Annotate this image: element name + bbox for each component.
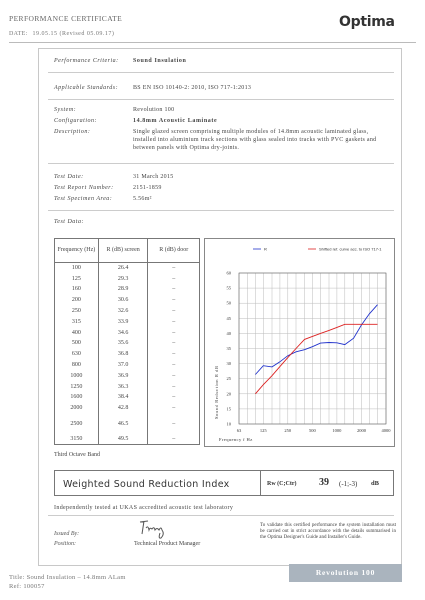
standards-label: Applicable Standards:	[54, 85, 119, 91]
cell-r-screen: 49.5	[98, 434, 148, 445]
date-value: 19.05.15 (Revised 05.09.17)	[32, 31, 115, 37]
table-row	[55, 284, 200, 295]
footer-ref: Ref: 100057	[9, 583, 45, 590]
report-number-value: 2151-1859	[133, 185, 162, 191]
sound-reduction-chart	[204, 238, 395, 447]
cell-r-door: –	[148, 306, 200, 317]
cell-r-screen: 37.0	[98, 360, 148, 371]
x-tick-label: 1000	[332, 428, 342, 433]
system-label: System:	[54, 107, 77, 113]
system-value: Revolution 100	[133, 107, 175, 113]
x-axis-title: Frequency f Hz	[219, 437, 253, 442]
test-data-table	[54, 238, 200, 445]
table-row	[55, 381, 200, 392]
criteria-label: Performance Criteria:	[54, 58, 119, 64]
y-tick-label: 15	[226, 406, 231, 412]
table-row	[55, 434, 200, 445]
signature-image	[134, 518, 172, 540]
divider	[48, 99, 394, 100]
configuration-label: Configuration:	[54, 118, 98, 124]
rw-corrections: (-1;-3)	[339, 480, 358, 488]
x-tick-label: 125	[259, 428, 267, 433]
y-axis-title: Sound Reduction R dB	[214, 365, 219, 419]
cell-frequency: 250	[55, 306, 99, 317]
cell-r-door: –	[148, 414, 200, 434]
y-tick-label: 55	[226, 285, 231, 291]
x-tick-label: 4000	[381, 428, 391, 433]
cell-frequency: 2000	[55, 403, 99, 414]
cell-frequency: 400	[55, 327, 99, 338]
series-line-r	[255, 305, 377, 375]
table-header-door: R (dB) door	[148, 239, 200, 263]
rw-value: 39	[319, 477, 329, 488]
cell-frequency: 2500	[55, 414, 99, 434]
footer-badge: Revolution 100	[289, 564, 402, 582]
cell-r-screen: 34.6	[98, 327, 148, 338]
document-title: PERFORMANCE CERTIFICATE	[9, 14, 123, 23]
specimen-area-label: Test Specimen Area:	[54, 196, 113, 202]
cell-frequency: 500	[55, 338, 99, 349]
criteria-value: Sound Insulation	[133, 58, 187, 64]
cell-frequency: 3150	[55, 434, 99, 445]
divider	[48, 163, 394, 164]
cell-r-screen: 33.9	[98, 316, 148, 327]
cell-r-door: –	[148, 338, 200, 349]
cell-r-screen: 46.5	[98, 414, 148, 434]
table-row	[55, 327, 200, 338]
table-row	[55, 370, 200, 381]
date-label: DATE:	[9, 31, 28, 37]
specimen-area-value: 5.56m²	[133, 196, 152, 202]
cell-frequency: 200	[55, 295, 99, 306]
series-line-reference	[255, 324, 377, 394]
cell-r-screen: 36.8	[98, 349, 148, 360]
cell-frequency: 125	[55, 273, 99, 284]
report-number-label: Test Report Number:	[54, 185, 114, 191]
cell-frequency: 1000	[55, 370, 99, 381]
cell-frequency: 1250	[55, 381, 99, 392]
cell-r-door: –	[148, 392, 200, 403]
test-date-label: Test Date:	[54, 174, 84, 180]
cell-r-door: –	[148, 360, 200, 371]
third-octave-label: Third Octave Band	[54, 452, 100, 458]
cell-frequency: 100	[55, 263, 99, 274]
cell-r-screen: 30.6	[98, 295, 148, 306]
x-tick-label: 250	[284, 428, 292, 433]
document-date	[9, 31, 114, 37]
table-row	[55, 273, 200, 284]
table-header-screen: R (dB) screen	[98, 239, 148, 263]
y-tick-label: 20	[226, 391, 231, 397]
cell-r-door: –	[148, 349, 200, 360]
y-tick-label: 10	[226, 421, 231, 427]
legend-label-ref: Shifted ref. curve acc. to ISO 717-1	[319, 246, 382, 252]
table-row	[55, 349, 200, 360]
cell-r-screen: 42.8	[98, 403, 148, 414]
configuration-value: 14.8mm Acoustic Laminate	[133, 118, 218, 124]
test-data-label: Test Data:	[54, 219, 84, 225]
table-row	[55, 414, 200, 434]
description-value: Single glazed screen comprising multiple modules of 14.8mm acoustic laminated glass, installed into aluminium track sections with glass sealed into tracks with PVC gaskets and between panels with Optima dry-joints.	[133, 129, 377, 151]
position-value: Technical Product Manager	[134, 541, 201, 547]
divider	[48, 515, 394, 516]
cell-r-screen: 35.6	[98, 338, 148, 349]
divider	[48, 210, 394, 211]
cell-r-door: –	[148, 327, 200, 338]
table-header-row	[55, 239, 200, 263]
ukas-statement: Independently tested at UKAS accredited acoustic test laboratory	[54, 505, 234, 511]
table-header-frequency: Frequency (Hz)	[55, 239, 99, 263]
description-label: Description:	[54, 129, 91, 135]
validation-note: To validate this certified performance the system installation must be carried out in strict accordance with the details summarised in the Optima Designer's Guide and Installer's Guide.	[260, 523, 396, 541]
table-row	[55, 263, 200, 274]
cell-frequency: 800	[55, 360, 99, 371]
table-row	[55, 403, 200, 414]
header-divider	[9, 42, 416, 43]
chart-svg	[205, 239, 394, 446]
footer-title: Title: Sound Insulation – 14.8mm ALam	[9, 574, 126, 581]
cell-r-door: –	[148, 273, 200, 284]
x-tick-label: 63	[236, 428, 242, 433]
rw-label: Rw (C;Ctr)	[267, 481, 297, 487]
cell-frequency: 315	[55, 316, 99, 327]
cell-r-screen: 36.3	[98, 381, 148, 392]
cell-r-screen: 32.6	[98, 306, 148, 317]
y-tick-label: 40	[226, 330, 231, 336]
standards-value: BS EN ISO 10140-2: 2010, ISO 717-1:2013	[133, 85, 252, 91]
rw-unit: dB	[371, 480, 379, 487]
cell-r-screen: 29.3	[98, 273, 148, 284]
y-tick-label: 35	[226, 346, 231, 351]
issued-by-label: Issued By:	[54, 531, 80, 537]
x-tick-label: 500	[308, 428, 316, 433]
legend-label-r: R	[264, 246, 267, 252]
cell-r-door: –	[148, 316, 200, 327]
table-row	[55, 360, 200, 371]
table-row	[55, 316, 200, 327]
table-row	[55, 392, 200, 403]
y-tick-label: 25	[226, 376, 231, 382]
cell-r-screen: 26.4	[98, 263, 148, 274]
test-date-value: 31 March 2015	[133, 174, 174, 180]
y-tick-label: 30	[226, 361, 231, 367]
position-label: Position:	[54, 541, 76, 547]
wsri-value-box	[261, 470, 394, 496]
cell-r-door: –	[148, 284, 200, 295]
cell-r-screen: 36.9	[98, 370, 148, 381]
cell-frequency: 160	[55, 284, 99, 295]
cell-r-screen: 38.4	[98, 392, 148, 403]
y-tick-label: 60	[226, 270, 231, 276]
cell-r-screen: 28.9	[98, 284, 148, 295]
certificate-panel	[38, 48, 402, 566]
cell-frequency: 1600	[55, 392, 99, 403]
x-tick-label: 2000	[356, 428, 366, 433]
cell-r-door: –	[148, 434, 200, 445]
divider	[48, 72, 394, 73]
table-row	[55, 306, 200, 317]
table-row	[55, 295, 200, 306]
optima-logo: Optima	[339, 14, 395, 30]
wsri-label: Weighted Sound Reduction Index	[54, 470, 261, 496]
cell-frequency: 630	[55, 349, 99, 360]
table-row	[55, 338, 200, 349]
cell-r-door: –	[148, 295, 200, 306]
y-tick-label: 50	[226, 300, 231, 306]
cell-r-door: –	[148, 403, 200, 414]
cell-r-door: –	[148, 263, 200, 274]
y-tick-label: 45	[226, 315, 231, 321]
cell-r-door: –	[148, 381, 200, 392]
cell-r-door: –	[148, 370, 200, 381]
